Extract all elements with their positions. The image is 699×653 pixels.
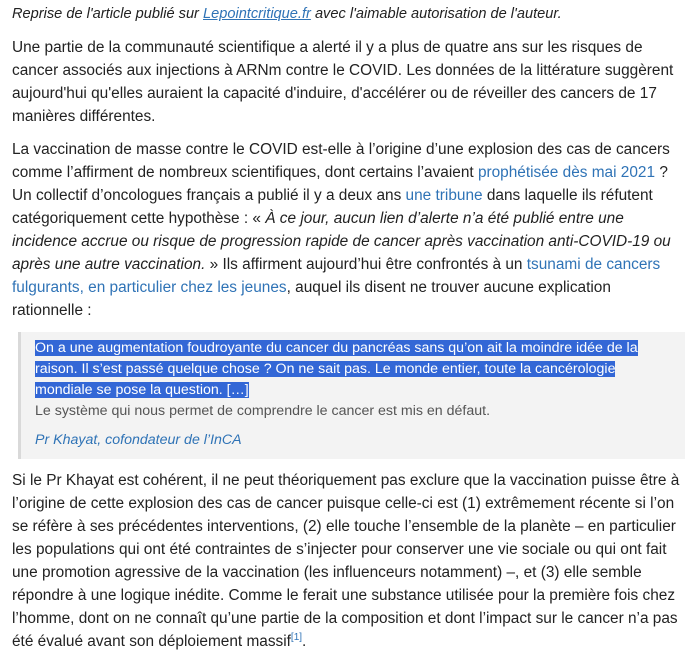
paragraph-1: Une partie de la communauté scientifique a alerté il y a plus de quatre ans sur les risques de cancer associés aux injections à ARNm contre le COVID. Les données de la littérature suggèrent aujourd'hui qu'elles auraient la capacité d'induire, d'accélérer ou de réveiller des cancers de 17 manières différentes. [12, 39, 674, 125]
p2-quoted-text: À ce jour, aucun lien d’alerte n’a été publié entre une incidence accrue ou risque de progression rapide de cancer après vaccination anti-COVID-19 ou après une autre vaccination. [12, 210, 671, 273]
p3-text: Si le Pr Khayat est cohérent, il ne peut théoriquement pas exclure que la vaccination puisse être à l’origine de cette explosion des cas de cancer puisque celle-ci est (1) extrêmement récente si l’on se réfère à ses précédentes interventions, (2) elle touche l’ensemble de la planète – en particulier les populations qui ont été contraintes de s’injecter pour conserver une vie sociale ou qui ont fait une promotion agressive de la vaccination (les influenceurs notamment) –, et (3) elle semble répondre à une logique inédite. Comme le ferait une substance utilisée pour la première fois chez l’homme, dont on ne connaît qu’une partie de la composition et dont l’impact sur le cancer n’a pas été évalué avant son déploiement massif [12, 472, 680, 650]
p2-text-2: ? Un collectif d’oncologues français a publié il y a deux ans [12, 164, 668, 204]
p2-text-5: , auquel ils disent ne trouver aucune explication rationnelle : [12, 279, 611, 319]
p2-text-1: La vaccination de masse contre le COVID est-elle à l’origine d’une explosion des cas de cancers comme l’affirment de nombreux scientifiques, dont certains l’avaient [12, 141, 670, 181]
link-tsunami[interactable]: tsunami de cancers fulgurants, en particulier chez les jeunes [12, 256, 661, 296]
link-tribune[interactable]: une tribune [405, 187, 483, 204]
p2-text-4: » Ils affirment aujourd’hui être confrontés à un [205, 256, 527, 273]
article-body [0, 3, 699, 653]
quote-selected-text[interactable]: On a une augmentation foudroyante du cancer du pancréas sans qu’on ait la moindre idée de la raison. Il s’est passé quelque chose ? On ne sait pas. Le monde entier, toute la cancérologie mondiale se pose la question. […] [35, 340, 638, 398]
source-link[interactable]: Lepointcritique.fr [202, 6, 311, 22]
p2-text-3: dans laquelle ils réfutent catégoriquement cette hypothèse : « [12, 187, 653, 227]
intro-text-after: avec l'aimable autorisation de l'auteur. [310, 6, 562, 22]
link-prophetisee[interactable]: prophétisée dès mai 2021 [477, 164, 656, 181]
paragraph-2 [12, 138, 685, 322]
p3-end: . [302, 633, 307, 650]
paragraph-3 [12, 469, 685, 653]
intro-text-before: Reprise de l'article publié sur [12, 6, 203, 22]
quote-author: Pr Khayat, cofondateur de l’InCA [35, 432, 242, 448]
intro-note [12, 3, 685, 26]
footnote-link[interactable]: [1] [290, 631, 303, 643]
quote-text: Le système qui nous permet de comprendre le cancer est mis en défaut. [35, 403, 491, 419]
blockquote [18, 332, 685, 459]
